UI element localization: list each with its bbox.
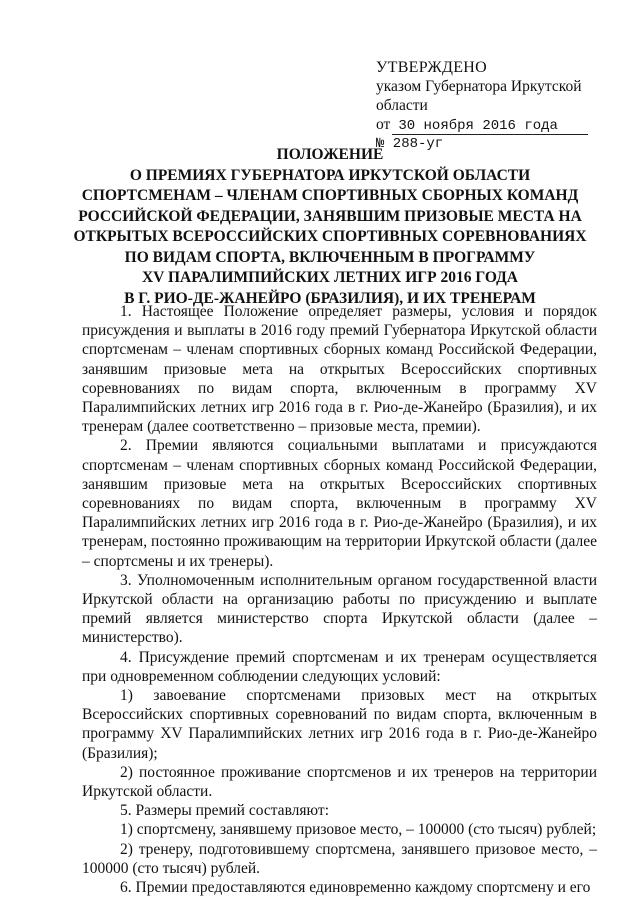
approval-number: № 288-уг xyxy=(376,136,444,152)
paragraph-4-item-1: 1) завоевание спортсменами призовых мест на открытых Всероссийских спортивных соревнований по видам спорта, включенным в программу XV Паралимпийских летних игр 2016 года в г. Рио-де-Жанейро (Бразилия); xyxy=(82,687,597,762)
title-line: СПОРТСМЕНАМ – ЧЛЕНАМ СПОРТИВНЫХ СБОРНЫХ КОМАНД xyxy=(81,187,579,204)
paragraph-5: 5. Размеры премий составляют: xyxy=(120,802,330,820)
title-line: РОССИЙСКОЙ ФЕДЕРАЦИИ, ЗАНЯВШИМ ПРИЗОВЫЕ МЕСТА НА xyxy=(78,207,582,225)
title-line: ПОЛОЖЕНИЕ xyxy=(276,146,384,163)
approval-date-value: 30 ноября 2016 года xyxy=(392,118,588,135)
approval-heading: УТВЕРЖДЕНО xyxy=(376,59,488,76)
title-line: ПО ВИДАМ СПОРТА, ВКЛЮЧЕННЫМ В ПРОГРАММУ xyxy=(124,248,536,266)
approval-date-line xyxy=(376,115,606,135)
document-title xyxy=(70,145,590,309)
paragraph-2: 2. Премии являются социальными выплатами и присуждаются спортсменам – членам спортивных сборных команд Российской Федерации, занявшим призовые мета на открытых Всероссийских спортивных соревнованиях по видам спорта, включенным в программу XV Паралимпийских летних игр 2016 года в г. Рио-де-Жанейро (Бразилия), и их тренерам, постоянно проживающим на территории Иркутской области (далее – спортсмены и их тренеры). xyxy=(82,437,597,570)
document-body xyxy=(82,302,597,897)
title-line: XV ПАРАЛИМПИЙСКИХ ЛЕТНИХ ИГР 2016 ГОДА xyxy=(141,269,519,286)
approval-line-2: области xyxy=(376,97,428,114)
approval-stamp xyxy=(376,58,606,154)
approval-line-1: указом Губернатора Иркутской xyxy=(376,78,582,95)
paragraph-1: 1. Настоящее Положение определяет размеры, условия и порядок присуждения и выплаты в 2016 году премий Губернатора Иркутской области спортсменам – членам спортивных сборных команд Российской Федерации, занявшим призовые мета на открытых Всероссийских спортивных соревнованиях по видам спорта, включенным в программу XV Паралимпийских летних игр 2016 года в г. Рио-де-Жанейро (Бразилия), и их тренерам (далее соответственно – призовые места, премии). xyxy=(82,303,597,436)
paragraph-3: 3. Уполномоченным исполнительным органом государственной власти Иркутской области на организацию работы по присуждению и выплате премий является министерство спорта Иркутской области (далее – министерство). xyxy=(82,571,597,647)
paragraph-6: 6. Премии предоставляются единовременно каждому спортсмену и его xyxy=(120,879,591,897)
title-line: В Г. РИО-ДЕ-ЖАНЕЙРО (БРАЗИЛИЯ), И ИХ ТРЕНЕРАМ xyxy=(124,289,536,307)
title-line: О ПРЕМИЯХ ГУБЕРНАТОРА ИРКУТСКОЙ ОБЛАСТИ xyxy=(129,166,531,184)
paragraph-5-item-1: 1) спортсмену, занявшему призовое место, – 100000 (сто тысяч) рублей; xyxy=(120,821,597,839)
title-line: ОТКРЫТЫХ ВСЕРОССИЙСКИХ СПОРТИВНЫХ СОРЕВНОВАНИЯХ xyxy=(73,228,587,245)
approval-date-prefix: от xyxy=(376,116,391,133)
paragraph-4: 4. Присуждение премий спортсменам и их тренерам осуществляется при одновременном соблюдении следующих условий: xyxy=(82,648,597,685)
paragraph-5-item-2: 2) тренеру, подготовившему спортсмена, занявшего призовое место, – 100000 (сто тысяч) рублей. xyxy=(82,840,597,877)
paragraph-4-item-2: 2) постоянное проживание спортсменов и их тренеров на территории Иркутской области. xyxy=(82,763,597,801)
